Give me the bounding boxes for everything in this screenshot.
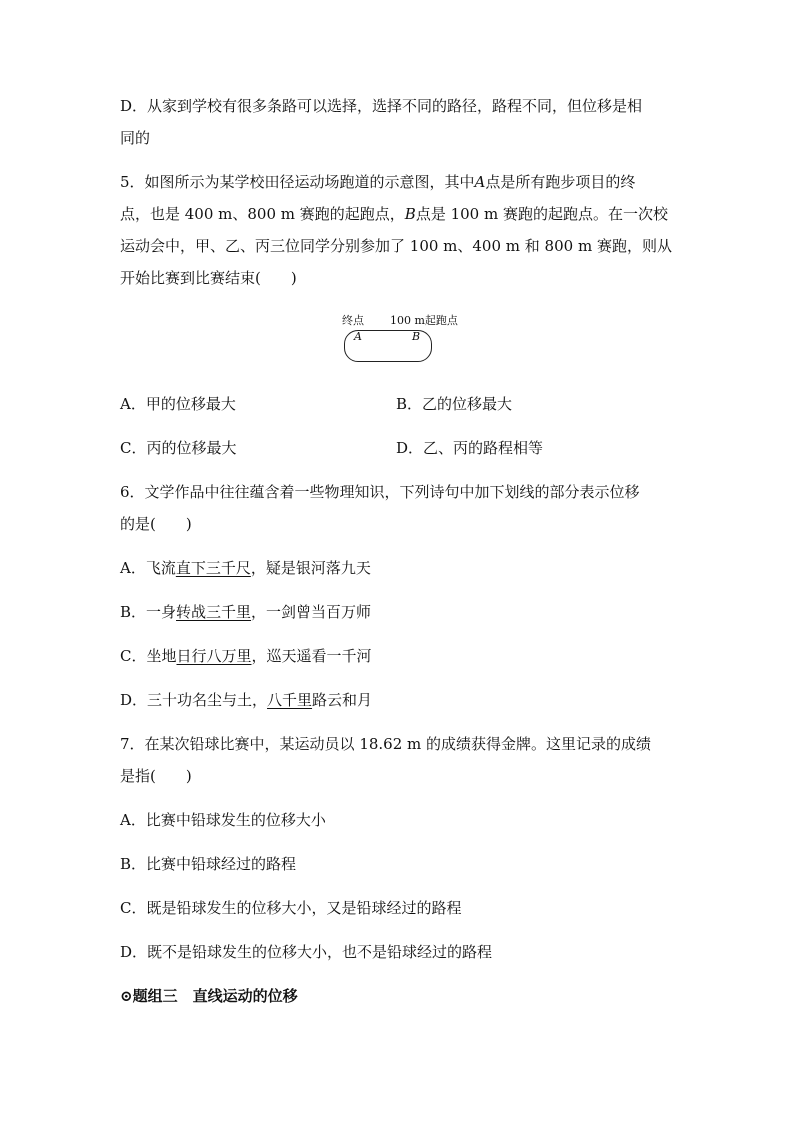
q6-option-d: D．三十功名尘与土，八千里路云和月 — [120, 691, 373, 709]
point-b-ref: B — [404, 205, 416, 223]
q5-stem-line2: 点，也是 400 m、800 m 赛跑的起跑点，B点是 100 m 赛跑的起跑点。在一次校 — [120, 205, 668, 223]
q5-option-a: A．甲的位移最大 — [120, 395, 236, 413]
q7-option-d: D．既不是铅球发生的位移大小，也不是铅球经过的路程 — [120, 943, 493, 961]
section-title: 题组三 直线运动的位移 — [132, 987, 298, 1005]
q5-stem-line4: 开始比赛到比赛结束( ) — [120, 269, 297, 287]
q5-option-b: B．乙的位移最大 — [396, 395, 513, 413]
q7-option-b: B．比赛中铅球经过的路程 — [120, 855, 297, 873]
q5-stem-line3: 运动会中，甲、乙、丙三位同学分别参加了 100 m、400 m 和 800 m 赛跑，则从 — [120, 237, 672, 255]
q6-option-b: B．一身转战三千里，一剑曾当百万师 — [120, 603, 372, 621]
point-a-label: A — [354, 330, 362, 343]
finish-label: 终点 — [342, 314, 364, 327]
q7-stem-line2: 是指( ) — [120, 767, 192, 785]
q6-stem-line1: 6．文学作品中往往蕴含着一些物理知识，下列诗句中加下划线的部分表示位移 — [120, 483, 640, 501]
q5-option-d: D．乙、丙的路程相等 — [396, 439, 544, 457]
q6-stem-line2: 的是( ) — [120, 515, 192, 533]
section-marker-icon: ⊙ — [120, 987, 133, 1005]
q7-option-a: A．比赛中铅球发生的位移大小 — [120, 811, 326, 829]
q5-stem-line1: 5．如图所示为某学校田径运动场跑道的示意图，其中A点是所有跑步项目的终 — [120, 173, 636, 191]
track-diagram — [340, 312, 458, 372]
underlined-phrase: 日行八万里 — [176, 647, 252, 665]
q5-option-c: C．丙的位移最大 — [120, 439, 237, 457]
section-heading — [120, 986, 298, 1006]
q4-option-d: D．从家到学校有很多条路可以选择，选择不同的路径，路程不同，但位移是相 — [120, 97, 643, 115]
q7-option-c: C．既是铅球发生的位移大小，又是铅球经过的路程 — [120, 899, 462, 917]
underlined-phrase: 转战三千里 — [176, 603, 252, 621]
point-a-ref: A — [474, 173, 486, 191]
point-b-label: B — [412, 330, 421, 343]
q4-option-d-cont: 同的 — [120, 129, 151, 147]
q6-option-c: C．坐地日行八万里，巡天遥看一千河 — [120, 647, 372, 665]
underlined-phrase: 直下三千尺 — [175, 559, 251, 577]
q6-option-a: A．飞流直下三千尺，疑是银河落九天 — [120, 559, 371, 577]
underlined-phrase: 八千里 — [267, 691, 313, 709]
start-100m-label: 100 m起跑点 — [390, 314, 458, 327]
q7-stem-line1: 7．在某次铅球比赛中，某运动员以 18.62 m 的成绩获得金牌。这里记录的成绩 — [120, 735, 652, 753]
